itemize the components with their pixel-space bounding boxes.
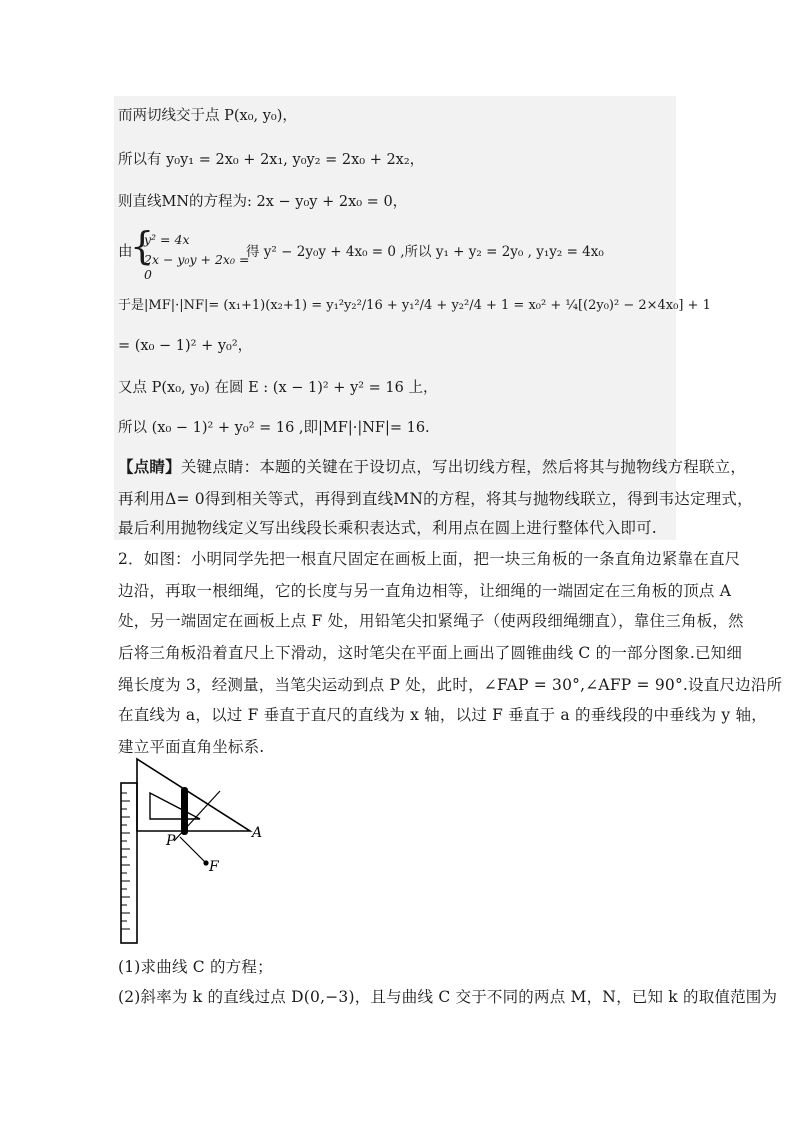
remark-tag: 【点睛】	[118, 457, 181, 476]
left-brace-icon: {	[130, 224, 155, 268]
question-1: (1)求曲线 C 的方程；	[118, 958, 273, 976]
remark-line-2: 再利用Δ= 0得到相关等式，再得到直线MN的方程，将其与抛物线联立，得到韦达定理式，	[118, 490, 753, 508]
pencil	[181, 787, 188, 835]
solution-line-5: 于是|MF|·|NF|= (x₁+1)(x₂+1) = y₁²y₂²/16 + y₁²/4 + y₂²/4 + 1 = x₀² + ¼[(2y₀)² − 2×4x₀] + 1	[118, 298, 711, 313]
solution-line-4-prefix: 由	[118, 244, 133, 260]
label-f: F	[209, 859, 219, 875]
ruler	[121, 783, 137, 943]
point-f-dot	[203, 860, 208, 865]
label-p: P	[166, 833, 176, 849]
solution-line-6: = (x₀ − 1)² + y₀²，	[118, 338, 253, 354]
problem2-line-3: 处，另一端固定在画板上点 F 处，用铅笔尖扣紧绳子（使两段细绳绷直），靠住三角板，然	[118, 612, 744, 630]
system-equation-2: 2x − y₀y + 2x₀ = 0	[144, 252, 250, 282]
problem2-line-5: 绳长度为 3，经测量，当笔尖运动到点 P 处，此时，∠FAP = 30°,∠AFP = 90°.设直尺边沿所	[118, 676, 783, 694]
problem2-line-1: 2．如图：小明同学先把一根直尺固定在画板上面，把一块三角板的一条直角边紧靠在直尺	[118, 550, 741, 568]
problem2-line-4: 后将三角板沿着直尺上下滑动，这时笔尖在平面上画出了圆锥曲线 C 的一部分图象.已知细	[118, 644, 743, 662]
remark-text-1: 关键点睛：本题的关键在于设切点，写出切线方程，然后将其与抛物线方程联立，	[180, 458, 747, 476]
problem2-line-6: 在直线为 a，以过 F 垂直于直尺的直线为 x 轴，以过 F 垂直于 a 的垂线段的中垂线为 y 轴，	[118, 706, 767, 724]
pencil-edge-line	[174, 791, 220, 841]
solution-line-1: 而两切线交于点 P(x₀, y₀)，	[118, 108, 297, 124]
ruler-triangle-figure	[112, 757, 278, 949]
label-a: A	[252, 825, 263, 841]
remark-line-3: 最后利用抛物线定义写出线段长乘积表达式，利用点在圆上进行整体代入即可.	[118, 519, 657, 537]
problem2-line-7: 建立平面直角坐标系.	[118, 738, 265, 756]
solution-line-4-suffix: 得 y² − 2y₀y + 4x₀ = 0 ,所以 y₁ + y₂ = 2y₀ , y₁y₂ = 4x₀	[246, 244, 604, 260]
solution-line-2: 所以有 y₀y₁ = 2x₀ + 2x₁, y₀y₂ = 2x₀ + 2x₂，	[118, 152, 425, 168]
remark-line-1	[118, 456, 746, 478]
solution-line-3: 则直线MN的方程为: 2x − y₀y + 2x₀ = 0，	[118, 194, 408, 210]
string-pf	[180, 837, 206, 863]
solution-line-7: 又点 P(x₀, y₀) 在圆 E : (x − 1)² + y² = 16 上，	[118, 380, 438, 396]
system-equation-1: y² = 4x	[144, 232, 190, 247]
problem2-line-2: 边沿，再取一根细绳，它的长度与另一直角边相等，让细绳的一端固定在三角板的顶点 A	[118, 582, 732, 600]
equation-system	[130, 224, 256, 282]
solution-line-8: 所以 (x₀ − 1)² + y₀² = 16 ,即|MF|·|NF|= 16.	[118, 420, 430, 436]
question-2: (2)斜率为 k 的直线过点 D(0,−3)，且与曲线 C 交于不同的两点 M，N，已知 k 的取值范围为	[118, 988, 778, 1006]
